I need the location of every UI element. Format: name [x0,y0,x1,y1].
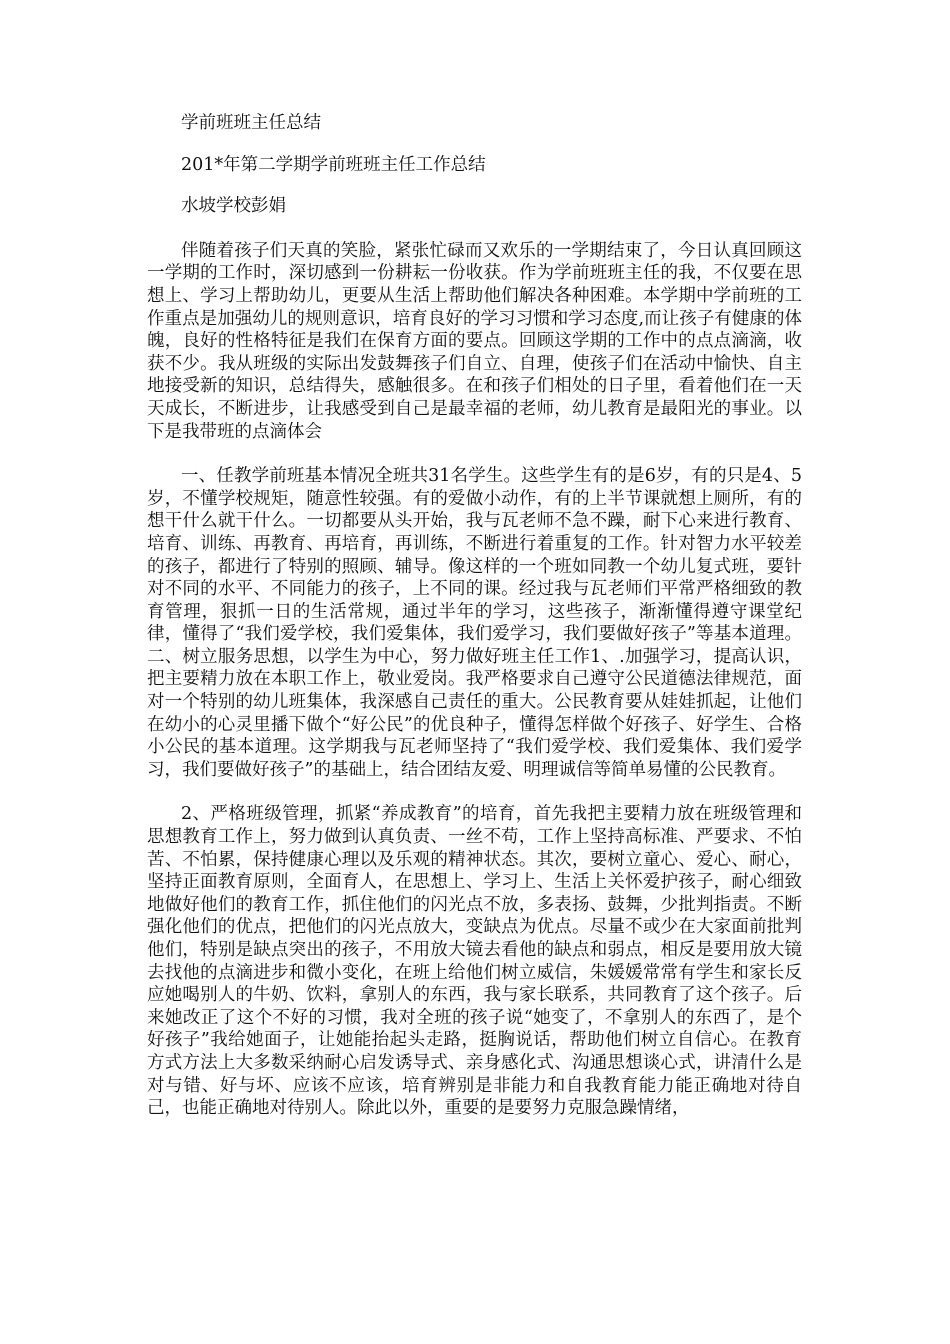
paragraph-section-one: 一、任教学前班基本情况全班共31名学生。这些学生有的是6岁，有的只是4、5岁，不懂学校规矩，随意性较强。有的爱做小动作，有的上半节课就想上厕所，有的想干什么就干什么。一切都要从头开始，我与瓦老师不急不躁，耐下心来进行教育、培育、训练、再教育、再培育，再训练，不断进行着重复的工作。针对智力水平较差的孩子，都进行了特别的照顾、辅导。像这样的一个班如同教一个幼儿复式班，要针对不同的水平、不同能力的孩子，上不同的课。经过我与瓦老师们平常严格细致的教育管理，狠抓一日的生活常规，通过半年的学习，这些孩子，渐渐懂得遵守课堂纪律，懂得了“我们爱学校，我们爱集体，我们爱学习，我们要做好孩子”等基本道理。二、树立服务思想，以学生为中心，努力做好班主任工作1、.加强学习，提高认识，把主要精力放在本职工作上，敬业爱岗。我严格要求自己遵守公民道德法律规范，面对一个特别的幼儿班集体，我深感自己责任的重大。公民教育要从娃娃抓起，让他们在幼小的心灵里播下做个“好公民”的优良种子，懂得怎样做个好孩子、好学生、合格小公民的基本道理。这学期我与瓦老师坚持了“我们爱学校、我们爱集体、我们爱学习，我们要做好孩子”的基础上，结合团结友爱、明理诚信等简单易懂的公民教育。 [147,466,802,780]
document-author: 水坡学校彭娟 [181,196,286,217]
document-subtitle: 201*年第二学期学前班班主任工作总结 [181,154,486,175]
paragraph-introduction: 伴随着孩子们天真的笑脸，紧张忙碌而又欢乐的一学期结束了，今日认真回顾这一学期的工作时，深切感到一份耕耘一份收获。作为学前班班主任的我，不仅要在思想上、学习上帮助幼儿，更要从生活上帮助他们解决各种困难。本学期中学前班的工作重点是加强幼儿的规则意识，培育良好的学习习惯和学习态度,而让孩子有健康的体魄，良好的性格特征是我们在保育方面的要点。回顾这学期的工作中的点点滴滴，收获不少。我从班级的实际出发鼓舞孩子们自立、自理，使孩子们在活动中愉快、自主地接受新的知识，总结得失，感触很多。在和孩子们相处的日子里，看着他们在一天天成长，不断进步，让我感受到自己是最幸福的老师，幼儿教育是最阳光的事业。以下是我带班的点滴体会 [147,240,802,442]
document-page [147,112,802,1120]
paragraph-section-two: 2、严格班级管理，抓紧“养成教育”的培育，首先我把主要精力放在班级管理和思想教育工作上，努力做到认真负责、一丝不苟，工作上坚持高标准、严要求、不怕苦、不怕累，保持健康心理以及乐观的精神状态。其次，要树立童心、爱心、耐心，坚持正面教育原则，全面育人，在思想上、学习上、生活上关怀爱护孩子，耐心细致地做好他们的教育工作，抓住他们的闪光点不放，多表扬、鼓舞，少批判指责。不断强化他们的优点，把他们的闪光点放大，变缺点为优点。尽量不或少在大家面前批判他们，特别是缺点突出的孩子，不用放大镜去看他的缺点和弱点，相反是要用放大镜去找他的点滴进步和微小变化，在班上给他们树立威信，朱媛媛常常有学生和家长反应她喝别人的牛奶、饮料，拿别人的东西，我与家长联系，共同教育了这个孩子。后来她改正了这个不好的习惯，我对全班的孩子说“她变了，不拿别人的东西了，是个好孩子”我给她面子，让她能抬起头走路，挺胸说话，帮助他们树立自信心。在教育方式方法上大多数采纳耐心启发诱导式、亲身感化式、沟通思想谈心式，讲清什么是对与错、好与坏、应该不应该，培育辨别是非能力和自我教育能力能正确地对待自己，也能正确地对待别人。除此以外，重要的是要努力克服急躁情绪， [147,804,802,1119]
document-title: 学前班班主任总结 [181,113,321,133]
